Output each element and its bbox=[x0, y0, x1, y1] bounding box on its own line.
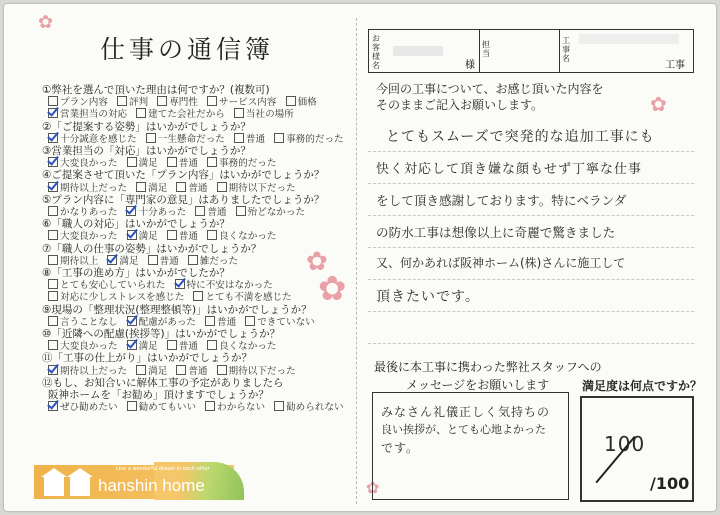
customer-label: お客様名 bbox=[372, 34, 380, 70]
checked-checkbox[interactable] bbox=[48, 182, 58, 192]
satisfaction-max: /100 bbox=[650, 474, 690, 493]
checkbox[interactable] bbox=[136, 365, 146, 375]
checkbox[interactable] bbox=[286, 96, 296, 106]
option-label: 期待以上だった bbox=[60, 365, 128, 377]
ruled-line bbox=[368, 247, 694, 248]
survey-card bbox=[4, 4, 716, 511]
staff-message-heading: メッセージをお願いします bbox=[406, 378, 550, 392]
message-line: みなさん礼儀正しく気持ちの bbox=[381, 405, 551, 419]
checkbox[interactable] bbox=[195, 206, 205, 216]
question-9: ⑨現場の「整理状況(整理整頓等)」はいかがでしょうか？ bbox=[42, 303, 312, 316]
checkbox[interactable] bbox=[205, 401, 215, 411]
checkbox[interactable] bbox=[157, 96, 167, 106]
checkbox[interactable] bbox=[148, 255, 158, 265]
checked-checkbox[interactable] bbox=[48, 365, 58, 375]
option-label: 普通 bbox=[178, 231, 198, 243]
option-label: とても不満を感じた bbox=[205, 292, 292, 304]
option-label: 当社の場所 bbox=[245, 109, 294, 121]
checkbox[interactable] bbox=[48, 230, 58, 240]
checked-checkbox[interactable] bbox=[48, 401, 58, 411]
option-label: 期待以上だった bbox=[60, 182, 128, 194]
question-6: ⑥「職人の対応」はいかがでしょうか？ bbox=[42, 218, 230, 231]
ruled-line bbox=[368, 343, 694, 344]
instruction-line: 今回の工事について、お感じ頂いた内容を bbox=[376, 82, 604, 96]
comment-line: 快く対応して頂き嫌な顔もせず丁寧な仕事 bbox=[376, 162, 643, 177]
checkbox[interactable] bbox=[207, 96, 217, 106]
option-label: 評判 bbox=[128, 97, 149, 109]
checkbox[interactable] bbox=[48, 206, 58, 216]
checkbox[interactable] bbox=[48, 291, 58, 301]
message-line: です。 bbox=[381, 441, 420, 455]
checked-checkbox[interactable] bbox=[127, 340, 137, 350]
work-suffix: 工事 bbox=[665, 60, 685, 71]
option-label: 普通 bbox=[178, 158, 198, 170]
checked-checkbox[interactable] bbox=[175, 279, 185, 289]
checkbox[interactable] bbox=[217, 365, 227, 375]
checkbox[interactable] bbox=[48, 340, 58, 350]
option-label: 対応に少しストレスを感じた bbox=[60, 292, 185, 304]
question-4: ④ご提案させて頂いた「プラン内容」はいかがでしょうか？ bbox=[42, 169, 325, 182]
checkbox[interactable] bbox=[117, 96, 127, 106]
option-label: 普通 bbox=[178, 341, 198, 353]
option-label: 普通 bbox=[245, 133, 266, 145]
option[interactable] bbox=[236, 207, 306, 218]
sakura-icon: ✿ bbox=[306, 247, 328, 277]
option-label: 満足 bbox=[148, 365, 168, 377]
ruled-line bbox=[368, 183, 694, 184]
logo-text: hanshin home bbox=[98, 476, 205, 495]
question-8: ⑧「工事の進め方」はいかがでしたか？ bbox=[42, 267, 230, 279]
option-label: わからない bbox=[217, 402, 266, 414]
checked-checkbox[interactable] bbox=[107, 255, 117, 265]
checked-checkbox[interactable] bbox=[127, 316, 137, 326]
option-label: 事務的だった bbox=[286, 133, 344, 145]
option-label: 満足 bbox=[148, 182, 168, 194]
option-label: サービス内容 bbox=[218, 97, 277, 109]
option-label: 十分あった bbox=[138, 207, 187, 218]
house-icon bbox=[70, 476, 90, 496]
honorific: 様 bbox=[465, 60, 475, 71]
option-label: 営業担当の対応 bbox=[60, 109, 128, 121]
checkbox[interactable] bbox=[245, 316, 255, 326]
checkbox[interactable] bbox=[48, 316, 58, 326]
option-label: 普通 bbox=[207, 207, 227, 218]
comment-line: 頂きたいです。 bbox=[376, 289, 480, 305]
page-divider bbox=[356, 18, 357, 504]
checkbox[interactable] bbox=[188, 255, 198, 265]
option-label: かなりあった bbox=[60, 207, 118, 218]
sakura-icon: ✿ bbox=[366, 478, 380, 497]
satisfaction-box bbox=[580, 396, 694, 502]
checkbox[interactable] bbox=[205, 316, 215, 326]
option-label: 普通 bbox=[188, 182, 208, 194]
checkbox[interactable] bbox=[236, 206, 246, 216]
checked-checkbox[interactable] bbox=[127, 230, 137, 240]
checkbox[interactable] bbox=[217, 182, 227, 192]
customer-cell bbox=[369, 30, 480, 72]
option-label: 言うことなし bbox=[60, 316, 118, 328]
option-label: とても安心していられた bbox=[60, 280, 166, 292]
checkbox[interactable] bbox=[193, 291, 203, 301]
checked-checkbox[interactable] bbox=[48, 108, 58, 118]
option-label: ぜひ勧めたい bbox=[60, 402, 118, 414]
option-label: 大変良かった bbox=[60, 231, 118, 243]
checkbox[interactable] bbox=[136, 182, 146, 192]
checkbox[interactable] bbox=[127, 157, 137, 167]
option-label: 勧められない bbox=[286, 402, 344, 414]
option-label: できていない bbox=[257, 316, 315, 328]
option[interactable] bbox=[205, 402, 265, 413]
question-7: ⑦「職人の仕事の姿勢」はいかがでしょうか？ bbox=[42, 242, 262, 255]
comment-line: をして頂き感謝しております。特にベランダ bbox=[376, 193, 627, 208]
option[interactable] bbox=[48, 402, 118, 413]
sakura-icon: ✿ bbox=[318, 269, 347, 309]
option-label: 専門性 bbox=[169, 97, 198, 109]
sakura-icon: ✿ bbox=[38, 12, 54, 33]
checked-checkbox[interactable] bbox=[48, 157, 58, 167]
option-label: 普通 bbox=[188, 365, 208, 377]
checkbox[interactable] bbox=[234, 133, 244, 143]
checkbox[interactable] bbox=[48, 279, 58, 289]
work-label: 工事名 bbox=[562, 36, 570, 63]
option-label: 普通 bbox=[217, 316, 237, 328]
question-12: ⑫もし、お知合いに解体工事の予定がありましたら bbox=[42, 376, 284, 389]
logo-tagline: Live a wonderful dream in each other bbox=[116, 466, 210, 472]
house-icon bbox=[44, 476, 64, 496]
checkbox[interactable] bbox=[146, 133, 156, 143]
comment-instruction bbox=[376, 81, 604, 113]
header-info-box bbox=[368, 29, 694, 73]
checkbox[interactable] bbox=[176, 182, 186, 192]
ruled-line bbox=[368, 311, 694, 312]
staff-label: 担当 bbox=[482, 40, 490, 58]
checked-checkbox[interactable] bbox=[48, 133, 58, 143]
checked-checkbox[interactable] bbox=[126, 206, 136, 216]
option-label: 建てた会社だから bbox=[148, 109, 225, 121]
ruled-line bbox=[368, 151, 694, 152]
option-label: 期待以下だった bbox=[228, 365, 296, 377]
question-12-cont: 阪神ホームを「お勧め」頂けますでしょうか？ bbox=[48, 389, 269, 401]
option-label: 満足 bbox=[119, 255, 139, 267]
satisfaction-score: 100 bbox=[604, 432, 646, 456]
checkbox[interactable] bbox=[167, 230, 177, 240]
work-name-redacted bbox=[579, 34, 679, 44]
checkbox[interactable] bbox=[207, 157, 217, 167]
option-label: 満足 bbox=[138, 158, 158, 170]
option-label: 雑だった bbox=[199, 255, 239, 267]
checkbox[interactable] bbox=[207, 340, 217, 350]
option-label: 期待以下だった bbox=[228, 182, 296, 194]
question-5: ⑤プラン内容に「専門家の意見」はありましたでしょうか？ bbox=[42, 193, 325, 206]
question-10: ⑩「近隣への配慮(挨拶等)」はいかがでしょうか？ bbox=[42, 328, 281, 340]
option-label: 十分誠意を感じた bbox=[60, 133, 137, 145]
checkbox[interactable] bbox=[136, 108, 146, 118]
checkbox[interactable] bbox=[207, 230, 217, 240]
option-label: 配慮があった bbox=[138, 316, 197, 328]
instruction-line: そのままご記入お願いします。 bbox=[376, 98, 544, 112]
checkbox[interactable] bbox=[167, 157, 177, 167]
checkbox[interactable] bbox=[176, 365, 186, 375]
option-label: 良くなかった bbox=[218, 341, 277, 353]
question-2: ②「ご提案する姿勢」はいかがでしょうか？ bbox=[42, 120, 251, 133]
comment-line: 又、何かあれば阪神ホーム(株)さんに施工して bbox=[376, 256, 626, 270]
option-label: 普通 bbox=[159, 255, 179, 267]
option[interactable] bbox=[274, 402, 344, 413]
option-label: 大変良かった bbox=[60, 158, 118, 170]
page-title: 仕事の通信簿 bbox=[100, 35, 275, 64]
checkbox[interactable] bbox=[234, 108, 244, 118]
staff-message-box bbox=[372, 392, 569, 500]
sakura-icon: ✿ bbox=[650, 92, 667, 116]
option-label: 満足 bbox=[138, 231, 158, 243]
option-label: 大変良かった bbox=[60, 341, 118, 353]
option-label: 価格 bbox=[297, 97, 317, 109]
option-label: 殆どなかった bbox=[247, 207, 306, 218]
checkbox[interactable] bbox=[167, 340, 177, 350]
option-label: プラン内容 bbox=[60, 97, 108, 109]
customer-name-redacted bbox=[393, 46, 443, 56]
option[interactable] bbox=[274, 134, 344, 145]
option-label: 特に不安はなかった bbox=[186, 280, 273, 292]
checkbox[interactable] bbox=[48, 255, 58, 265]
ruled-line bbox=[368, 279, 694, 280]
checkbox[interactable] bbox=[274, 401, 284, 411]
ruled-line bbox=[368, 215, 694, 216]
option-row bbox=[48, 399, 353, 413]
comment-line: とてもスムーズで突発的な追加工事にも bbox=[386, 129, 655, 145]
question-1: ①弊社を選んで頂いた理由は何ですか？(複数可) bbox=[42, 84, 270, 96]
staff-message-heading: 最後に本工事に携わった弊社スタッフへの bbox=[374, 360, 602, 374]
work-cell bbox=[559, 30, 692, 72]
option-label: 期待以上 bbox=[60, 255, 99, 267]
satisfaction-heading: 満足度は何点ですか？ bbox=[582, 379, 703, 393]
option-label: 事務的だった bbox=[218, 158, 277, 170]
option-label: 勧めてもいい bbox=[138, 402, 197, 414]
checkbox[interactable] bbox=[274, 133, 284, 143]
question-11: ⑪「工事の仕上がり」はいかがでしょうか？ bbox=[42, 352, 252, 365]
option[interactable] bbox=[127, 402, 197, 413]
checkbox[interactable] bbox=[127, 401, 137, 411]
question-3: ③営業担当の「対応」はいかがでしょうか？ bbox=[42, 145, 251, 157]
message-line: 良い挨拶が、とても心地よかった bbox=[381, 423, 546, 436]
option-label: 良くなかった bbox=[218, 231, 277, 243]
comment-line: の防水工事は想像以上に奇麗で驚きました bbox=[376, 225, 616, 240]
staff-cell bbox=[479, 30, 560, 72]
option-label: 一生懸命だった bbox=[157, 133, 225, 145]
option-label: 満足 bbox=[138, 341, 158, 353]
